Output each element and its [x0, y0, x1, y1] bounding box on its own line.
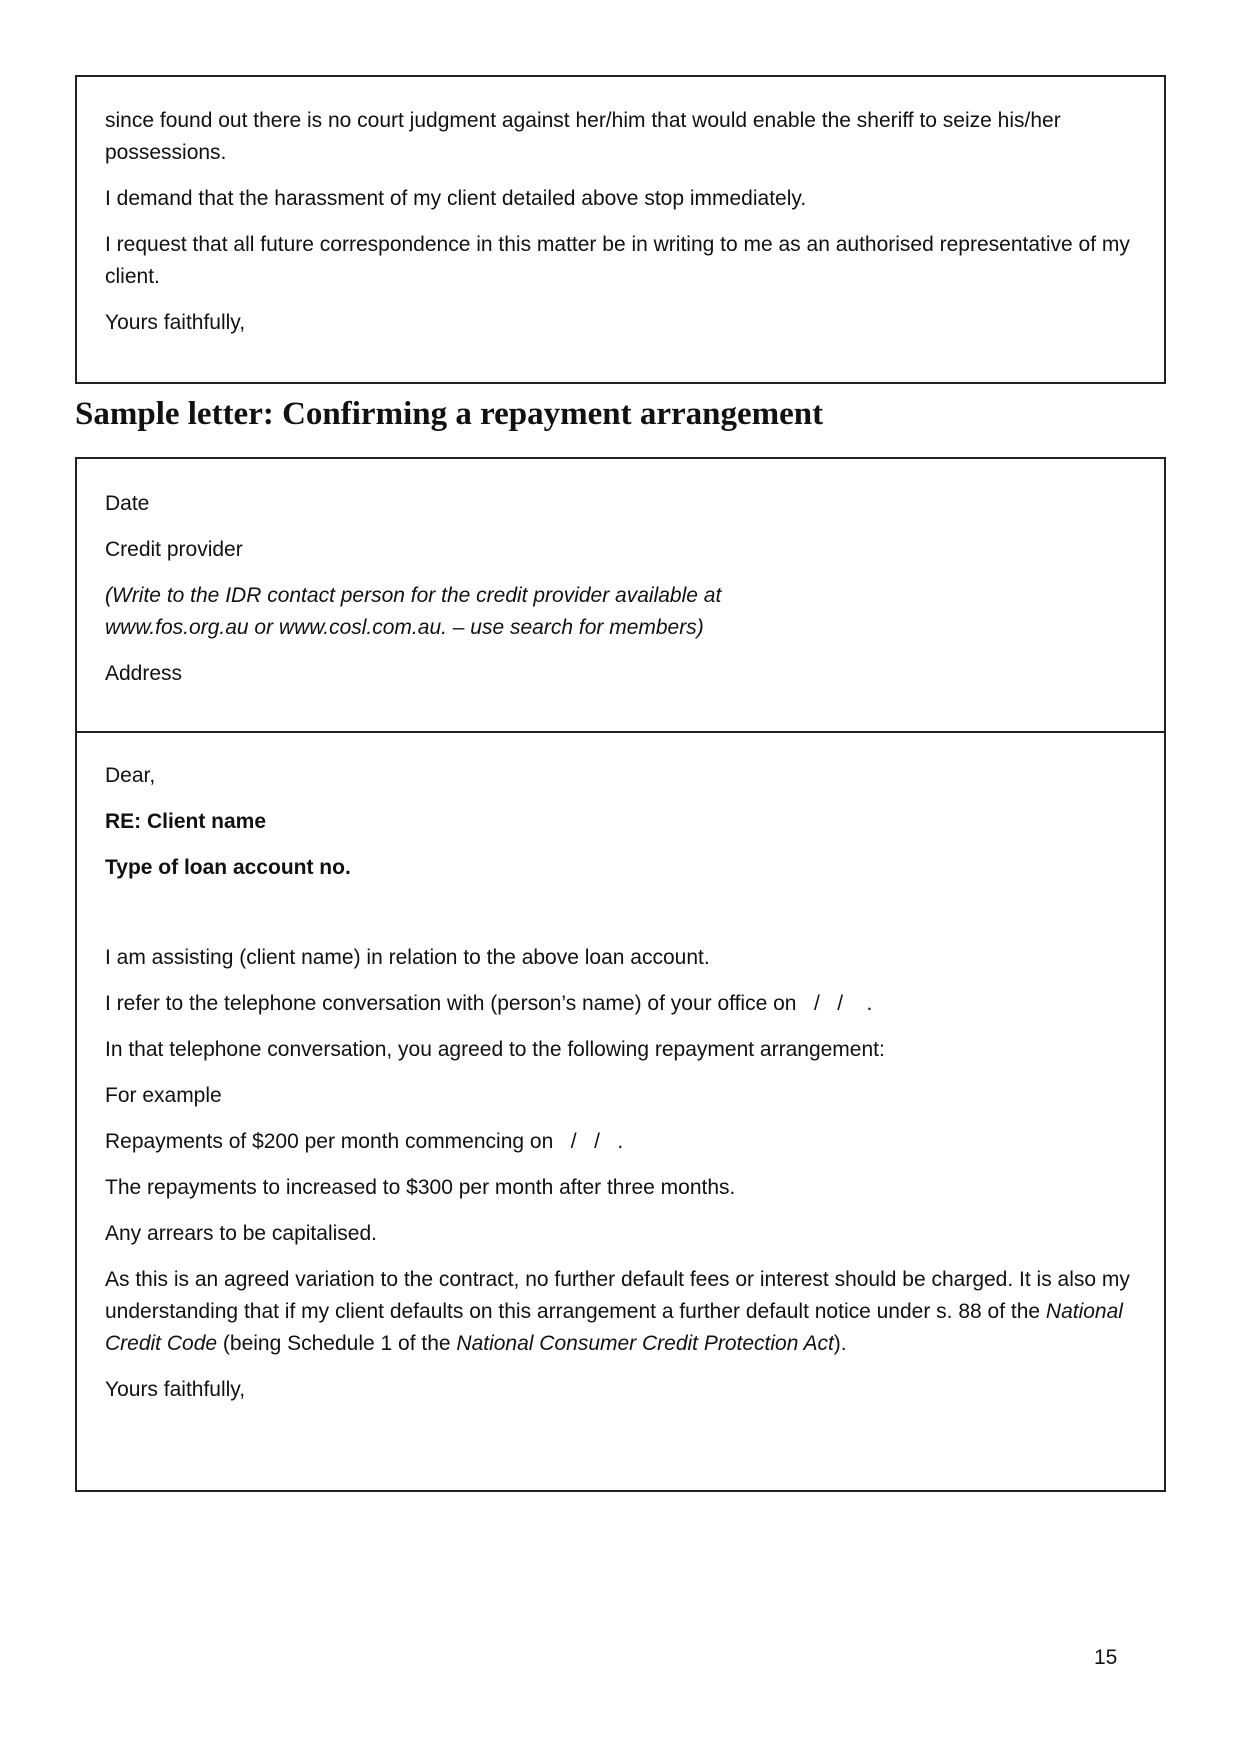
- body-paragraph-2: I refer to the telephone conversation with (person’s name) of your office on / / .: [105, 992, 873, 1015]
- p8-text-3: ).: [833, 1332, 847, 1355]
- body-paragraph-3: In that telephone conversation, you agreed to the following repayment arrangement:: [105, 1038, 885, 1061]
- letter1-paragraph-3: I request that all future correspondence in this matter be in writing to me as an authorised representative of my client.: [105, 233, 1130, 288]
- consumer-credit-act: National Consumer Credit Protection Act: [456, 1332, 834, 1355]
- p8-text-2: (being Schedule 1 of the: [217, 1332, 457, 1355]
- body-closing: Yours faithfully,: [105, 1378, 246, 1401]
- blank-line: [105, 898, 1136, 942]
- letter1-paragraph-2: I demand that the harassment of my client detailed above stop immediately.: [105, 187, 807, 210]
- letter-body-box: [75, 731, 1166, 1492]
- letter-continuation-box: [75, 75, 1166, 384]
- body-paragraph-5: Repayments of $200 per month commencing on / / .: [105, 1130, 624, 1153]
- p8-text-1: As this is an agreed variation to the contract, no further default fees or interest should be charged. It is also my understanding that if my client defaults on this arrangement a further default notice under s. 88 of the: [105, 1268, 1130, 1323]
- loan-type-line: Type of loan account no.: [105, 856, 351, 879]
- letter1-closing: Yours faithfully,: [105, 311, 246, 334]
- address-line: Address: [105, 662, 183, 685]
- re-client-line: RE: Client name: [105, 810, 267, 833]
- letter1-paragraph-1: since found out there is no court judgment against her/him that would enable the sheriff to seize his/her possessions.: [105, 109, 1061, 164]
- salutation: Dear,: [105, 764, 156, 787]
- idr-contact-note: (Write to the IDR contact person for the credit provider available at www.fos.org.au or www.cosl.com.au. – use search for members): [105, 584, 722, 639]
- section-heading: Sample letter: Confirming a repayment arrangement: [75, 396, 824, 432]
- date-line: Date: [105, 492, 150, 515]
- body-paragraph-4: For example: [105, 1084, 222, 1107]
- letter-header-box: [75, 457, 1166, 733]
- body-paragraph-8: [105, 1264, 1136, 1360]
- credit-provider-line: Credit provider: [105, 538, 243, 561]
- body-paragraph-7: Any arrears to be capitalised.: [105, 1222, 377, 1245]
- national-credit-code: National Credit Code: [105, 1300, 1123, 1355]
- body-paragraph-6: The repayments to increased to $300 per month after three months.: [105, 1176, 736, 1199]
- page-number: 15: [1094, 1646, 1118, 1669]
- body-paragraph-1: I am assisting (client name) in relation to the above loan account.: [105, 946, 710, 969]
